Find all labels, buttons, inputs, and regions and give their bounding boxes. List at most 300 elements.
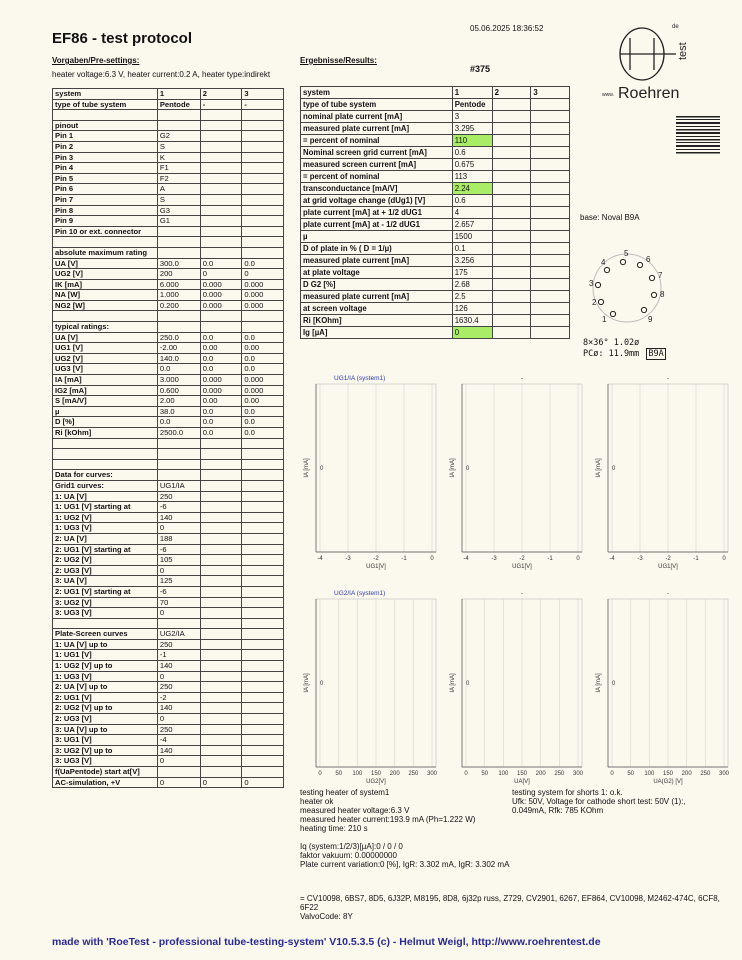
row-label: 1: UG1 [V] starting at: [53, 502, 158, 513]
cell-value: [531, 303, 570, 315]
row-label: 2: UA [V]: [53, 533, 158, 544]
table-row: [301, 183, 570, 195]
presettings-header: Vorgaben/Pre-settings:: [52, 56, 140, 65]
table-row: [53, 194, 284, 205]
cell-value: [492, 99, 531, 111]
chart-svg: [592, 585, 732, 790]
cell-value: [531, 135, 570, 147]
cell-value: 0.00: [242, 396, 284, 407]
chart-svg: [446, 370, 586, 575]
x-axis-label: UG1[V]: [512, 564, 532, 570]
x-axis-label: UG1[V]: [658, 564, 678, 570]
table-row: [53, 226, 284, 237]
cell-value: [242, 703, 284, 714]
cell-value: [200, 682, 242, 693]
cell-value: 0: [452, 327, 492, 339]
cell-value: 0: [157, 565, 200, 576]
cell-value: 0.1: [452, 243, 492, 255]
cell-value: 0.0: [242, 364, 284, 375]
cell-value: [492, 207, 531, 219]
cell-value: [242, 163, 284, 174]
cell-value: [200, 184, 242, 195]
cell-value: 1: [157, 89, 200, 100]
table-row: [53, 597, 284, 608]
row-label: Ri [KOhm]: [301, 315, 453, 327]
row-label: [53, 110, 158, 121]
table-row: [53, 184, 284, 195]
cell-value: [200, 205, 242, 216]
cell-value: 0: [242, 269, 284, 280]
cell-value: [492, 327, 531, 339]
table-row: [301, 99, 570, 111]
x-tick-label: -3: [491, 556, 497, 562]
cell-value: -: [200, 99, 242, 110]
row-label: plate current [mA] at + 1/2 dUG1: [301, 207, 453, 219]
table-row: [53, 353, 284, 364]
cell-value: [531, 147, 570, 159]
row-label: measured plate current [mA]: [301, 255, 453, 267]
cell-value: [200, 629, 242, 640]
table-row: [53, 745, 284, 756]
row-label: D [%]: [53, 417, 158, 428]
cell-value: [157, 449, 200, 460]
x-tick-label: 0: [430, 556, 434, 562]
cell-value: 0.0: [157, 364, 200, 375]
cell-value: [242, 661, 284, 672]
table-row: [53, 724, 284, 735]
cell-value: [242, 650, 284, 661]
table-row: [53, 396, 284, 407]
svg-text:9: 9: [648, 315, 653, 324]
table-row: [53, 661, 284, 672]
row-label: 1: UG2 [V]: [53, 512, 158, 523]
cell-value: 0.00: [200, 343, 242, 354]
cell-value: [200, 671, 242, 682]
cell-value: Pentode: [157, 99, 200, 110]
cell-value: 0.0: [242, 417, 284, 428]
x-tick-label: 150: [370, 771, 382, 777]
row-label: Pin 1: [53, 131, 158, 142]
cell-value: 0.0: [200, 353, 242, 364]
cell-value: 0.0: [200, 364, 242, 375]
row-label: [53, 459, 158, 470]
row-label: S [mA/V]: [53, 396, 158, 407]
cell-value: [242, 184, 284, 195]
cell-value: [242, 555, 284, 566]
cell-value: [531, 279, 570, 291]
row-label: 1: UG2 [V] up to: [53, 661, 158, 672]
row-label: Pin 2: [53, 141, 158, 152]
cell-value: [200, 110, 242, 121]
timestamp: 05.06.2025 18:36:52: [470, 24, 544, 33]
row-label: Ig [µA]: [301, 327, 453, 339]
table-row: [53, 523, 284, 534]
cell-value: [200, 692, 242, 703]
row-label: 2: UG2 [V]: [53, 555, 158, 566]
table-row: [53, 618, 284, 629]
row-label: 3: UA [V]: [53, 576, 158, 587]
table-row: [53, 491, 284, 502]
cell-value: [200, 449, 242, 460]
cell-value: [200, 216, 242, 227]
x-tick-label: 100: [352, 771, 363, 777]
x-tick-label: 0: [610, 771, 614, 777]
row-label: 2: UG3 [V]: [53, 565, 158, 576]
row-label: 1: UG3 [V]: [53, 523, 158, 534]
cell-value: 0.000: [200, 300, 242, 311]
chart-title: -: [520, 375, 524, 382]
x-tick-label: -4: [317, 556, 323, 562]
cell-value: 2: [200, 89, 242, 100]
cell-value: [242, 544, 284, 555]
row-label: 2: UG1 [V] starting at: [53, 544, 158, 555]
row-label: 1: UG1 [V]: [53, 650, 158, 661]
row-label: Nominal screen grid current [mA]: [301, 147, 453, 159]
cell-value: F2: [157, 173, 200, 184]
cell-value: 3: [531, 87, 570, 99]
cell-value: [242, 205, 284, 216]
cell-value: [242, 586, 284, 597]
svg-text:Roehren: Roehren: [618, 85, 680, 100]
cell-value: 300.0: [157, 258, 200, 269]
row-label: UG2 [V]: [53, 269, 158, 280]
row-label: [53, 449, 158, 460]
svg-text:test: test: [677, 42, 689, 60]
cell-value: 0.0: [242, 353, 284, 364]
row-label: measured plate current [mA]: [301, 123, 453, 135]
y-axis-label: IA [mA]: [596, 673, 602, 693]
row-label: plate current [mA] at - 1/2 dUG1: [301, 219, 453, 231]
chart-svg: [300, 370, 440, 575]
row-label: NA [W]: [53, 290, 158, 301]
table-row: [53, 131, 284, 142]
table-row: [53, 459, 284, 470]
svg-text:de: de: [672, 24, 679, 30]
cell-value: [531, 219, 570, 231]
svg-text:6: 6: [646, 255, 651, 264]
table-row: [53, 237, 284, 248]
table-row: [301, 111, 570, 123]
cell-value: [531, 183, 570, 195]
curve-chart: [446, 585, 586, 790]
table-row: [301, 243, 570, 255]
x-axis-label: UG1[V]: [366, 564, 386, 570]
cell-value: 1: [452, 87, 492, 99]
x-tick-label: 250: [408, 771, 419, 777]
table-row: [53, 290, 284, 301]
test-number: #375: [470, 64, 491, 74]
row-label: 1: UG3 [V]: [53, 671, 158, 682]
cell-value: [531, 327, 570, 339]
cell-value: [200, 141, 242, 152]
cell-value: -6: [157, 502, 200, 513]
x-tick-label: 0: [722, 556, 726, 562]
socket-caption-line2: PCø: 11.9mm: [583, 349, 640, 359]
cell-value: [242, 194, 284, 205]
row-label: 3: UG2 [V]: [53, 597, 158, 608]
cell-value: [157, 120, 200, 131]
row-label: Pin 10 or ext. connector: [53, 226, 158, 237]
cell-value: [200, 322, 242, 333]
cell-value: G1: [157, 216, 200, 227]
row-label: 2: UG1 [V]: [53, 692, 158, 703]
chart-title: UG2/IA (system1): [334, 590, 386, 597]
row-label: typical ratings:: [53, 322, 158, 333]
table-row: [301, 171, 570, 183]
curve-chart: [300, 370, 440, 575]
cell-value: [200, 544, 242, 555]
row-label: f(UaPentode) start at[V]: [53, 767, 158, 778]
row-label: 3: UG2 [V] up to: [53, 745, 158, 756]
cell-value: [200, 120, 242, 131]
cell-value: 0.00: [242, 343, 284, 354]
cell-value: [492, 147, 531, 159]
cell-value: 0: [200, 269, 242, 280]
cell-value: [242, 692, 284, 703]
page-title: EF86 - test protocol: [52, 30, 193, 47]
row-label: Pin 4: [53, 163, 158, 174]
cell-value: 4: [452, 207, 492, 219]
cell-value: [200, 131, 242, 142]
vacuum-notes: Iq (system:1/2/3)[µA]:0 / 0 / 0 faktor vakuum: 0.00000000 Plate current variation:0 [%], IgR: 3.302 mA, IgR: 3.302 mA: [300, 842, 510, 869]
cell-value: 38.0: [157, 406, 200, 417]
cell-value: [531, 207, 570, 219]
barcode: [676, 116, 720, 156]
table-row: [53, 173, 284, 184]
cell-value: 175: [452, 267, 492, 279]
table-row: [301, 147, 570, 159]
cell-value: [492, 111, 531, 123]
table-row: [301, 159, 570, 171]
table-row: [53, 735, 284, 746]
table-row: [301, 207, 570, 219]
x-tick-label: 0: [464, 771, 468, 777]
chart-svg: [300, 585, 440, 790]
cell-value: [200, 650, 242, 661]
cell-value: [492, 159, 531, 171]
cell-value: [531, 243, 570, 255]
cell-value: 0.000: [242, 279, 284, 290]
table-row: [53, 269, 284, 280]
cell-value: [242, 470, 284, 481]
cell-value: Pentode: [452, 99, 492, 111]
x-tick-label: 300: [718, 771, 730, 777]
cell-value: [492, 255, 531, 267]
row-label: Pin 6: [53, 184, 158, 195]
x-tick-label: 0: [318, 771, 322, 777]
table-row: [301, 303, 570, 315]
cell-value: 2.24: [452, 183, 492, 195]
cell-value: 0.000: [200, 279, 242, 290]
cell-value: [200, 438, 242, 449]
y-tick-label: 0: [466, 466, 470, 472]
cell-value: [200, 756, 242, 767]
cell-value: 0.0: [200, 258, 242, 269]
cell-value: [200, 491, 242, 502]
cell-value: [200, 735, 242, 746]
row-label: IA [mA]: [53, 375, 158, 386]
svg-text:4: 4: [601, 258, 606, 267]
cell-value: [242, 618, 284, 629]
x-tick-label: 0: [576, 556, 580, 562]
table-row: [53, 777, 284, 788]
row-label: 2: UG2 [V] up to: [53, 703, 158, 714]
cell-value: 0.000: [242, 385, 284, 396]
cell-value: 250: [157, 491, 200, 502]
row-label: [53, 438, 158, 449]
cell-value: 0: [200, 777, 242, 788]
socket-caption-line1: 8×36° 1.02ø: [583, 338, 640, 348]
heater-line: heater voltage:6.3 V, heater current:0.2 A, heater type:indirekt: [52, 70, 271, 79]
table-row: [53, 555, 284, 566]
x-tick-label: 50: [481, 771, 489, 777]
row-label: at grid voltage change (dUg1) [V]: [301, 195, 453, 207]
cell-value: [242, 152, 284, 163]
table-row: [53, 343, 284, 354]
cell-value: 0.0: [242, 258, 284, 269]
cell-value: 113: [452, 171, 492, 183]
y-axis-label: IA [mA]: [450, 673, 456, 693]
cell-value: -2.00: [157, 343, 200, 354]
table-row: [53, 417, 284, 428]
cell-value: [531, 231, 570, 243]
cell-value: 0.6: [452, 147, 492, 159]
cell-value: 0.600: [157, 385, 200, 396]
y-tick-label: 0: [320, 681, 324, 687]
cell-value: 2500.0: [157, 428, 200, 439]
x-axis-label: UG2[V]: [366, 779, 386, 785]
row-label: 2: UA [V] up to: [53, 682, 158, 693]
row-label: type of tube system: [53, 99, 158, 110]
row-label: UG3 [V]: [53, 364, 158, 375]
svg-text:7: 7: [658, 271, 663, 280]
cell-value: [200, 576, 242, 587]
row-label: Plate-Screen curves: [53, 629, 158, 640]
row-label: = percent of nominal: [301, 171, 453, 183]
cell-value: [157, 311, 200, 322]
row-label: UG2 [V]: [53, 353, 158, 364]
cell-value: UG1/IA: [157, 480, 200, 491]
cell-value: [492, 171, 531, 183]
row-label: Pin 3: [53, 152, 158, 163]
svg-text:5: 5: [624, 249, 629, 258]
cell-value: [200, 237, 242, 248]
cell-value: [200, 311, 242, 322]
cell-value: 1.000: [157, 290, 200, 301]
curve-chart: [592, 370, 732, 575]
table-row: [53, 470, 284, 481]
cell-value: 3.256: [452, 255, 492, 267]
cell-value: 1630.4: [452, 315, 492, 327]
row-label: NG2 [W]: [53, 300, 158, 311]
cell-value: 250.0: [157, 332, 200, 343]
cell-value: -1: [157, 650, 200, 661]
cell-value: [492, 123, 531, 135]
cell-value: [200, 618, 242, 629]
row-label: IK [mA]: [53, 279, 158, 290]
row-label: absolute maximum rating: [53, 247, 158, 258]
table-row: [301, 195, 570, 207]
cell-value: [242, 459, 284, 470]
cell-value: 140: [157, 703, 200, 714]
table-row: [301, 255, 570, 267]
cell-value: [242, 120, 284, 131]
table-row: [301, 135, 570, 147]
cell-value: [200, 586, 242, 597]
row-label: measured screen current [mA]: [301, 159, 453, 171]
table-row: [301, 291, 570, 303]
table-row: [53, 258, 284, 269]
cell-value: [157, 226, 200, 237]
row-label: [53, 311, 158, 322]
row-label: system: [301, 87, 453, 99]
table-row: [53, 586, 284, 597]
results-table: [300, 86, 570, 339]
curve-chart: [446, 370, 586, 575]
cell-value: [242, 449, 284, 460]
cell-value: 200: [157, 269, 200, 280]
row-label: D G2 [%]: [301, 279, 453, 291]
cell-value: [242, 237, 284, 248]
row-label: Pin 5: [53, 173, 158, 184]
cell-value: 0.000: [200, 290, 242, 301]
cell-value: [200, 724, 242, 735]
x-axis-label: UA[V]: [514, 779, 530, 785]
row-label: D of plate in % ( D = 1/µ): [301, 243, 453, 255]
cell-value: 0.000: [242, 290, 284, 301]
table-row: [301, 279, 570, 291]
svg-text:www.: www.: [602, 92, 614, 98]
row-label: µ: [53, 406, 158, 417]
x-tick-label: -3: [637, 556, 643, 562]
cell-value: [200, 745, 242, 756]
x-tick-label: 250: [700, 771, 711, 777]
table-row: [53, 650, 284, 661]
cell-value: [157, 322, 200, 333]
chart-svg: [446, 585, 586, 790]
cell-value: [242, 639, 284, 650]
cell-value: [200, 512, 242, 523]
cell-value: [200, 247, 242, 258]
cell-value: [492, 243, 531, 255]
table-row: [53, 502, 284, 513]
cell-value: 0: [157, 671, 200, 682]
y-tick-label: 0: [612, 466, 616, 472]
y-axis-label: IA [mA]: [304, 458, 310, 478]
cell-value: [200, 767, 242, 778]
cell-value: 140: [157, 512, 200, 523]
cell-value: 0.0: [242, 406, 284, 417]
cell-value: 0.000: [242, 300, 284, 311]
x-tick-label: -2: [665, 556, 671, 562]
cell-value: [242, 311, 284, 322]
cell-value: 3.295: [452, 123, 492, 135]
cell-value: [200, 533, 242, 544]
table-row: [53, 152, 284, 163]
x-tick-label: -1: [693, 556, 699, 562]
row-label: transconductance [mA/V]: [301, 183, 453, 195]
cell-value: [531, 315, 570, 327]
cell-value: [242, 247, 284, 258]
cell-value: [242, 131, 284, 142]
cell-value: -4: [157, 735, 200, 746]
cell-value: UG2/IA: [157, 629, 200, 640]
x-tick-label: 250: [554, 771, 565, 777]
cell-value: 140.0: [157, 353, 200, 364]
x-tick-label: -3: [345, 556, 351, 562]
cell-value: 250: [157, 639, 200, 650]
row-label: 1: UA [V] up to: [53, 639, 158, 650]
